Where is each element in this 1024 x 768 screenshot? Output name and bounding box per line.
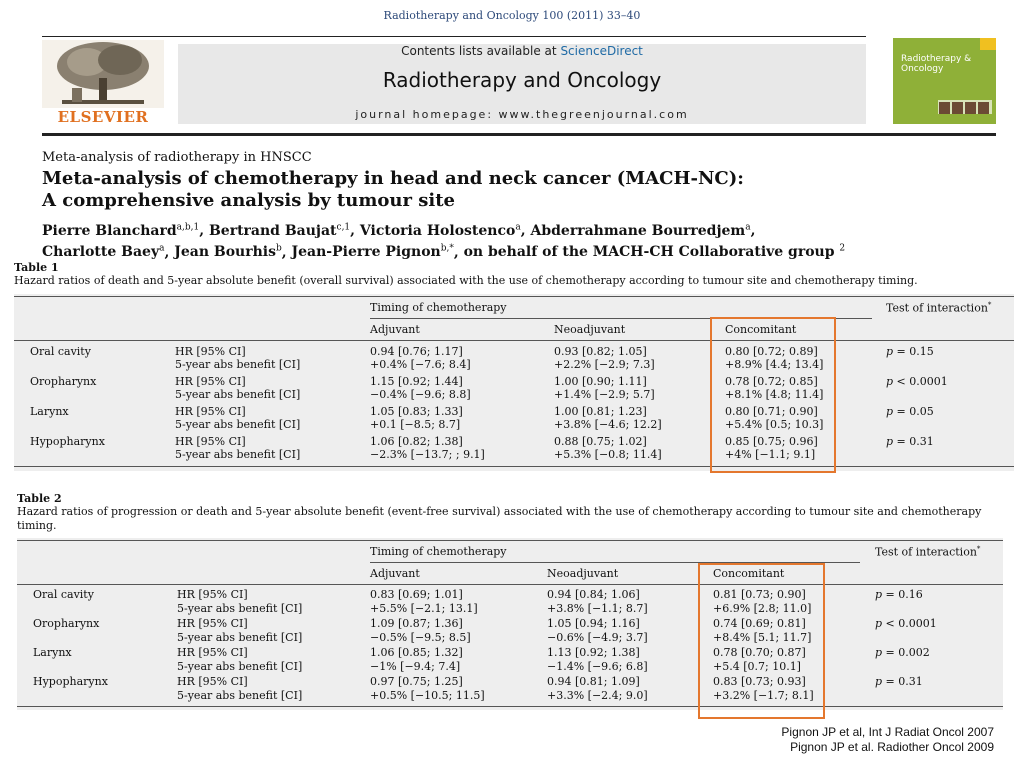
author[interactable]: Abderrahmane Bourredjem$^a$ — [530, 222, 751, 239]
table-cell: 0.74 [0.69; 0.81] — [713, 617, 806, 630]
table-cell: 5-year abs benefit [CI] — [175, 388, 301, 401]
author[interactable]: Jean-Pierre Pignon$^{b,*}$ — [291, 243, 454, 261]
author-list: Pierre Blanchard$^{a,b,1}$, Bertrand Baujat$^{c,1}$, Victoria Holostenco$^a$, Abderrahmane Bourredjem$^a$, Charlotte Baey$^a$, Jean Bourhis$^b$, Jean-Pierre Pignon$^{b,*}$, on behalf of the MACH-CH Collaborative group $^2$ — [42, 222, 846, 261]
table-cell: 0.88 [0.75; 1.02] — [554, 435, 647, 448]
p-value: p = 0.16 — [875, 588, 923, 601]
table-cell: −1.4% [−9.6; 6.8] — [547, 660, 648, 673]
p-value: p = 0.31 — [886, 435, 934, 448]
publisher-logo-text: ELSEVIER — [57, 108, 149, 126]
header-rule — [42, 36, 866, 37]
article-title-line2: A comprehensive analysis by tumour site — [42, 190, 455, 211]
table-cell: 0.93 [0.82; 1.05] — [554, 345, 647, 358]
sciencedirect-link[interactable]: ScienceDirect — [560, 44, 643, 58]
table-cell: +5.4% [0.5; 10.3] — [725, 418, 824, 431]
article-title-line1: Meta-analysis of chemotherapy in head and neck cancer (MACH-NC): — [42, 168, 744, 189]
table-cell: 0.94 [0.81; 1.09] — [547, 675, 640, 688]
table-cell: 1.00 [0.81; 1.23] — [554, 405, 647, 418]
table2-description-line1: Hazard ratios of progression or death and 5-year absolute benefit (event-free survival) associated with the use of chemotherapy according to tumour site and chemotherapy — [17, 505, 982, 518]
header-thick-rule — [42, 133, 996, 136]
table-cell: +8.9% [4.4; 13.4] — [725, 358, 824, 371]
table1-caption — [14, 261, 1014, 288]
table2 — [17, 538, 1003, 710]
reference-item: Pignon JP et al. Radiother Oncol 2009 — [790, 740, 994, 754]
table-cell: HR [95% CI] — [177, 675, 248, 688]
table-row-site: Oral cavity — [30, 345, 91, 358]
table-row-site: Oral cavity — [33, 588, 94, 601]
cover-corner-badge — [980, 38, 996, 50]
table2-group-header: Timing of chemotherapy — [370, 545, 507, 558]
table-cell: −2.3% [−13.7; ; 9.1] — [370, 448, 485, 461]
table-cell: +5.4 [0.7; 10.1] — [713, 660, 801, 673]
table-row-site: Hypopharynx — [33, 675, 108, 688]
author[interactable]: Bertrand Baujat$^{c,1}$ — [208, 222, 351, 239]
p-value: p = 0.002 — [875, 646, 930, 659]
table-cell: +0.1 [−8.5; 8.7] — [370, 418, 461, 431]
article-title — [42, 168, 744, 212]
journal-citation: Radiotherapy and Oncology 100 (2011) 33–40 — [383, 9, 641, 22]
table-cell: HR [95% CI] — [177, 588, 248, 601]
table-cell: HR [95% CI] — [175, 345, 246, 358]
table-cell: +6.9% [2.8; 11.0] — [713, 602, 812, 615]
table1 — [14, 294, 1014, 471]
table-cell: −0.4% [−9.6; 8.8] — [370, 388, 471, 401]
collaborative-group: on behalf of the MACH-CH Collaborative group $^2$ — [463, 243, 846, 261]
journal-cover — [893, 38, 996, 124]
table-row-site: Larynx — [30, 405, 69, 418]
table-cell: 5-year abs benefit [CI] — [177, 631, 303, 644]
author[interactable]: Jean Bourhis$^b$ — [174, 243, 282, 261]
table-cell: HR [95% CI] — [177, 617, 248, 630]
table-cell: +2.2% [−2.9; 7.3] — [554, 358, 655, 371]
table2-test-header: Test of interaction* — [875, 545, 981, 559]
table-cell: 1.09 [0.87; 1.36] — [370, 617, 463, 630]
table1-col-adjuvant: Adjuvant — [370, 323, 420, 336]
author[interactable]: Charlotte Baey$^a$ — [42, 243, 165, 261]
table-cell: 5-year abs benefit [CI] — [175, 418, 301, 431]
p-value: p < 0.0001 — [875, 617, 937, 630]
table1-label: Table 1 — [14, 261, 59, 274]
contents-prefix: Contents lists available at — [401, 44, 561, 58]
table-cell: 0.80 [0.72; 0.89] — [725, 345, 818, 358]
table1-col-neoadjuvant: Neoadjuvant — [554, 323, 626, 336]
table-cell: 0.83 [0.73; 0.93] — [713, 675, 806, 688]
table-cell: 5-year abs benefit [CI] — [177, 602, 303, 615]
table-cell: +0.5% [−10.5; 11.5] — [370, 689, 485, 702]
p-value: p = 0.05 — [886, 405, 934, 418]
table-cell: 1.00 [0.90; 1.11] — [554, 375, 647, 388]
table-cell: HR [95% CI] — [175, 405, 246, 418]
table-cell: 5-year abs benefit [CI] — [177, 660, 303, 673]
table-cell: 5-year abs benefit [CI] — [175, 448, 301, 461]
table-cell: 0.80 [0.71; 0.90] — [725, 405, 818, 418]
table-cell: 0.94 [0.84; 1.06] — [547, 588, 640, 601]
table-cell: 1.06 [0.85; 1.32] — [370, 646, 463, 659]
journal-banner — [178, 44, 866, 124]
table-cell: 0.83 [0.69; 1.01] — [370, 588, 463, 601]
table2-label: Table 2 — [17, 492, 62, 505]
table-cell: +8.1% [4.8; 11.4] — [725, 388, 824, 401]
table-cell: 0.94 [0.76; 1.17] — [370, 345, 463, 358]
tree-logo-icon — [42, 40, 164, 108]
p-value: p < 0.0001 — [886, 375, 948, 388]
table-cell: +1.4% [−2.9; 5.7] — [554, 388, 655, 401]
table-cell: +3.3% [−2.4; 9.0] — [547, 689, 648, 702]
journal-name: Radiotherapy and Oncology — [382, 68, 662, 92]
cover-title: Radiotherapy & Oncology — [901, 54, 972, 74]
table-cell: +0.4% [−7.6; 8.4] — [370, 358, 471, 371]
table-cell: −1% [−9.4; 7.4] — [370, 660, 461, 673]
table-cell: 0.78 [0.72; 0.85] — [725, 375, 818, 388]
table-cell: 0.85 [0.75; 0.96] — [725, 435, 818, 448]
table-cell: +3.8% [−4.6; 12.2] — [554, 418, 662, 431]
table-cell: 1.13 [0.92; 1.38] — [547, 646, 640, 659]
table-row-site: Larynx — [33, 646, 72, 659]
concomitant-highlight-box — [698, 563, 825, 719]
table-cell: +4% [−1.1; 9.1] — [725, 448, 816, 461]
table1-group-header: Timing of chemotherapy — [370, 301, 507, 314]
table1-col-concomitant: Concomitant — [725, 323, 797, 336]
table2-description-line2: timing. — [17, 519, 57, 532]
table-cell: 5-year abs benefit [CI] — [177, 689, 303, 702]
table-cell: +8.4% [5.1; 11.7] — [713, 631, 812, 644]
contents-line — [178, 44, 866, 58]
table-cell: HR [95% CI] — [175, 375, 246, 388]
table-cell: +3.8% [−1.1; 8.7] — [547, 602, 648, 615]
table-cell: 1.05 [0.94; 1.16] — [547, 617, 640, 630]
table-cell: 0.78 [0.70; 0.87] — [713, 646, 806, 659]
cover-photos — [938, 100, 992, 114]
table-cell: −0.6% [−4.9; 3.7] — [547, 631, 648, 644]
table-cell: +5.5% [−2.1; 13.1] — [370, 602, 478, 615]
table-cell: −0.5% [−9.5; 8.5] — [370, 631, 471, 644]
concomitant-highlight-box — [710, 317, 836, 473]
table2-caption — [17, 492, 1017, 533]
table-cell: 1.06 [0.82; 1.38] — [370, 435, 463, 448]
table-cell: +3.2% [−1.7; 8.1] — [713, 689, 814, 702]
table-cell: HR [95% CI] — [175, 435, 246, 448]
elsevier-logo — [42, 40, 164, 126]
author[interactable]: Pierre Blanchard$^{a,b,1}$ — [42, 222, 200, 239]
article-section: Meta-analysis of radiotherapy in HNSCC — [42, 150, 312, 165]
reference-item: Pignon JP et al, Int J Radiat Oncol 2007 — [781, 725, 994, 739]
table-cell: 0.97 [0.75; 1.25] — [370, 675, 463, 688]
table-cell: 1.15 [0.92; 1.44] — [370, 375, 463, 388]
table-cell: 0.81 [0.73; 0.90] — [713, 588, 806, 601]
table-row-site: Oropharynx — [33, 617, 100, 630]
table1-description: Hazard ratios of death and 5-year absolute benefit (overall survival) associated with the use of chemotherapy according to tumour site and chemotherapy timing. — [14, 274, 918, 287]
table-row-site: Hypopharynx — [30, 435, 105, 448]
table1-test-header: Test of interaction* — [886, 301, 992, 315]
table-cell: +5.3% [−0.8; 11.4] — [554, 448, 662, 461]
table-cell: 1.05 [0.83; 1.33] — [370, 405, 463, 418]
table-cell: 5-year abs benefit [CI] — [175, 358, 301, 371]
table2-col-concomitant: Concomitant — [713, 567, 785, 580]
table-row-site: Oropharynx — [30, 375, 97, 388]
author[interactable]: Victoria Holostenco$^a$ — [359, 222, 521, 239]
table2-col-adjuvant: Adjuvant — [370, 567, 420, 580]
table2-col-neoadjuvant: Neoadjuvant — [547, 567, 619, 580]
reference-list — [781, 725, 994, 755]
p-value: p = 0.15 — [886, 345, 934, 358]
journal-homepage[interactable]: journal homepage: www.thegreenjournal.com — [355, 108, 689, 121]
table-cell: HR [95% CI] — [177, 646, 248, 659]
p-value: p = 0.31 — [875, 675, 923, 688]
